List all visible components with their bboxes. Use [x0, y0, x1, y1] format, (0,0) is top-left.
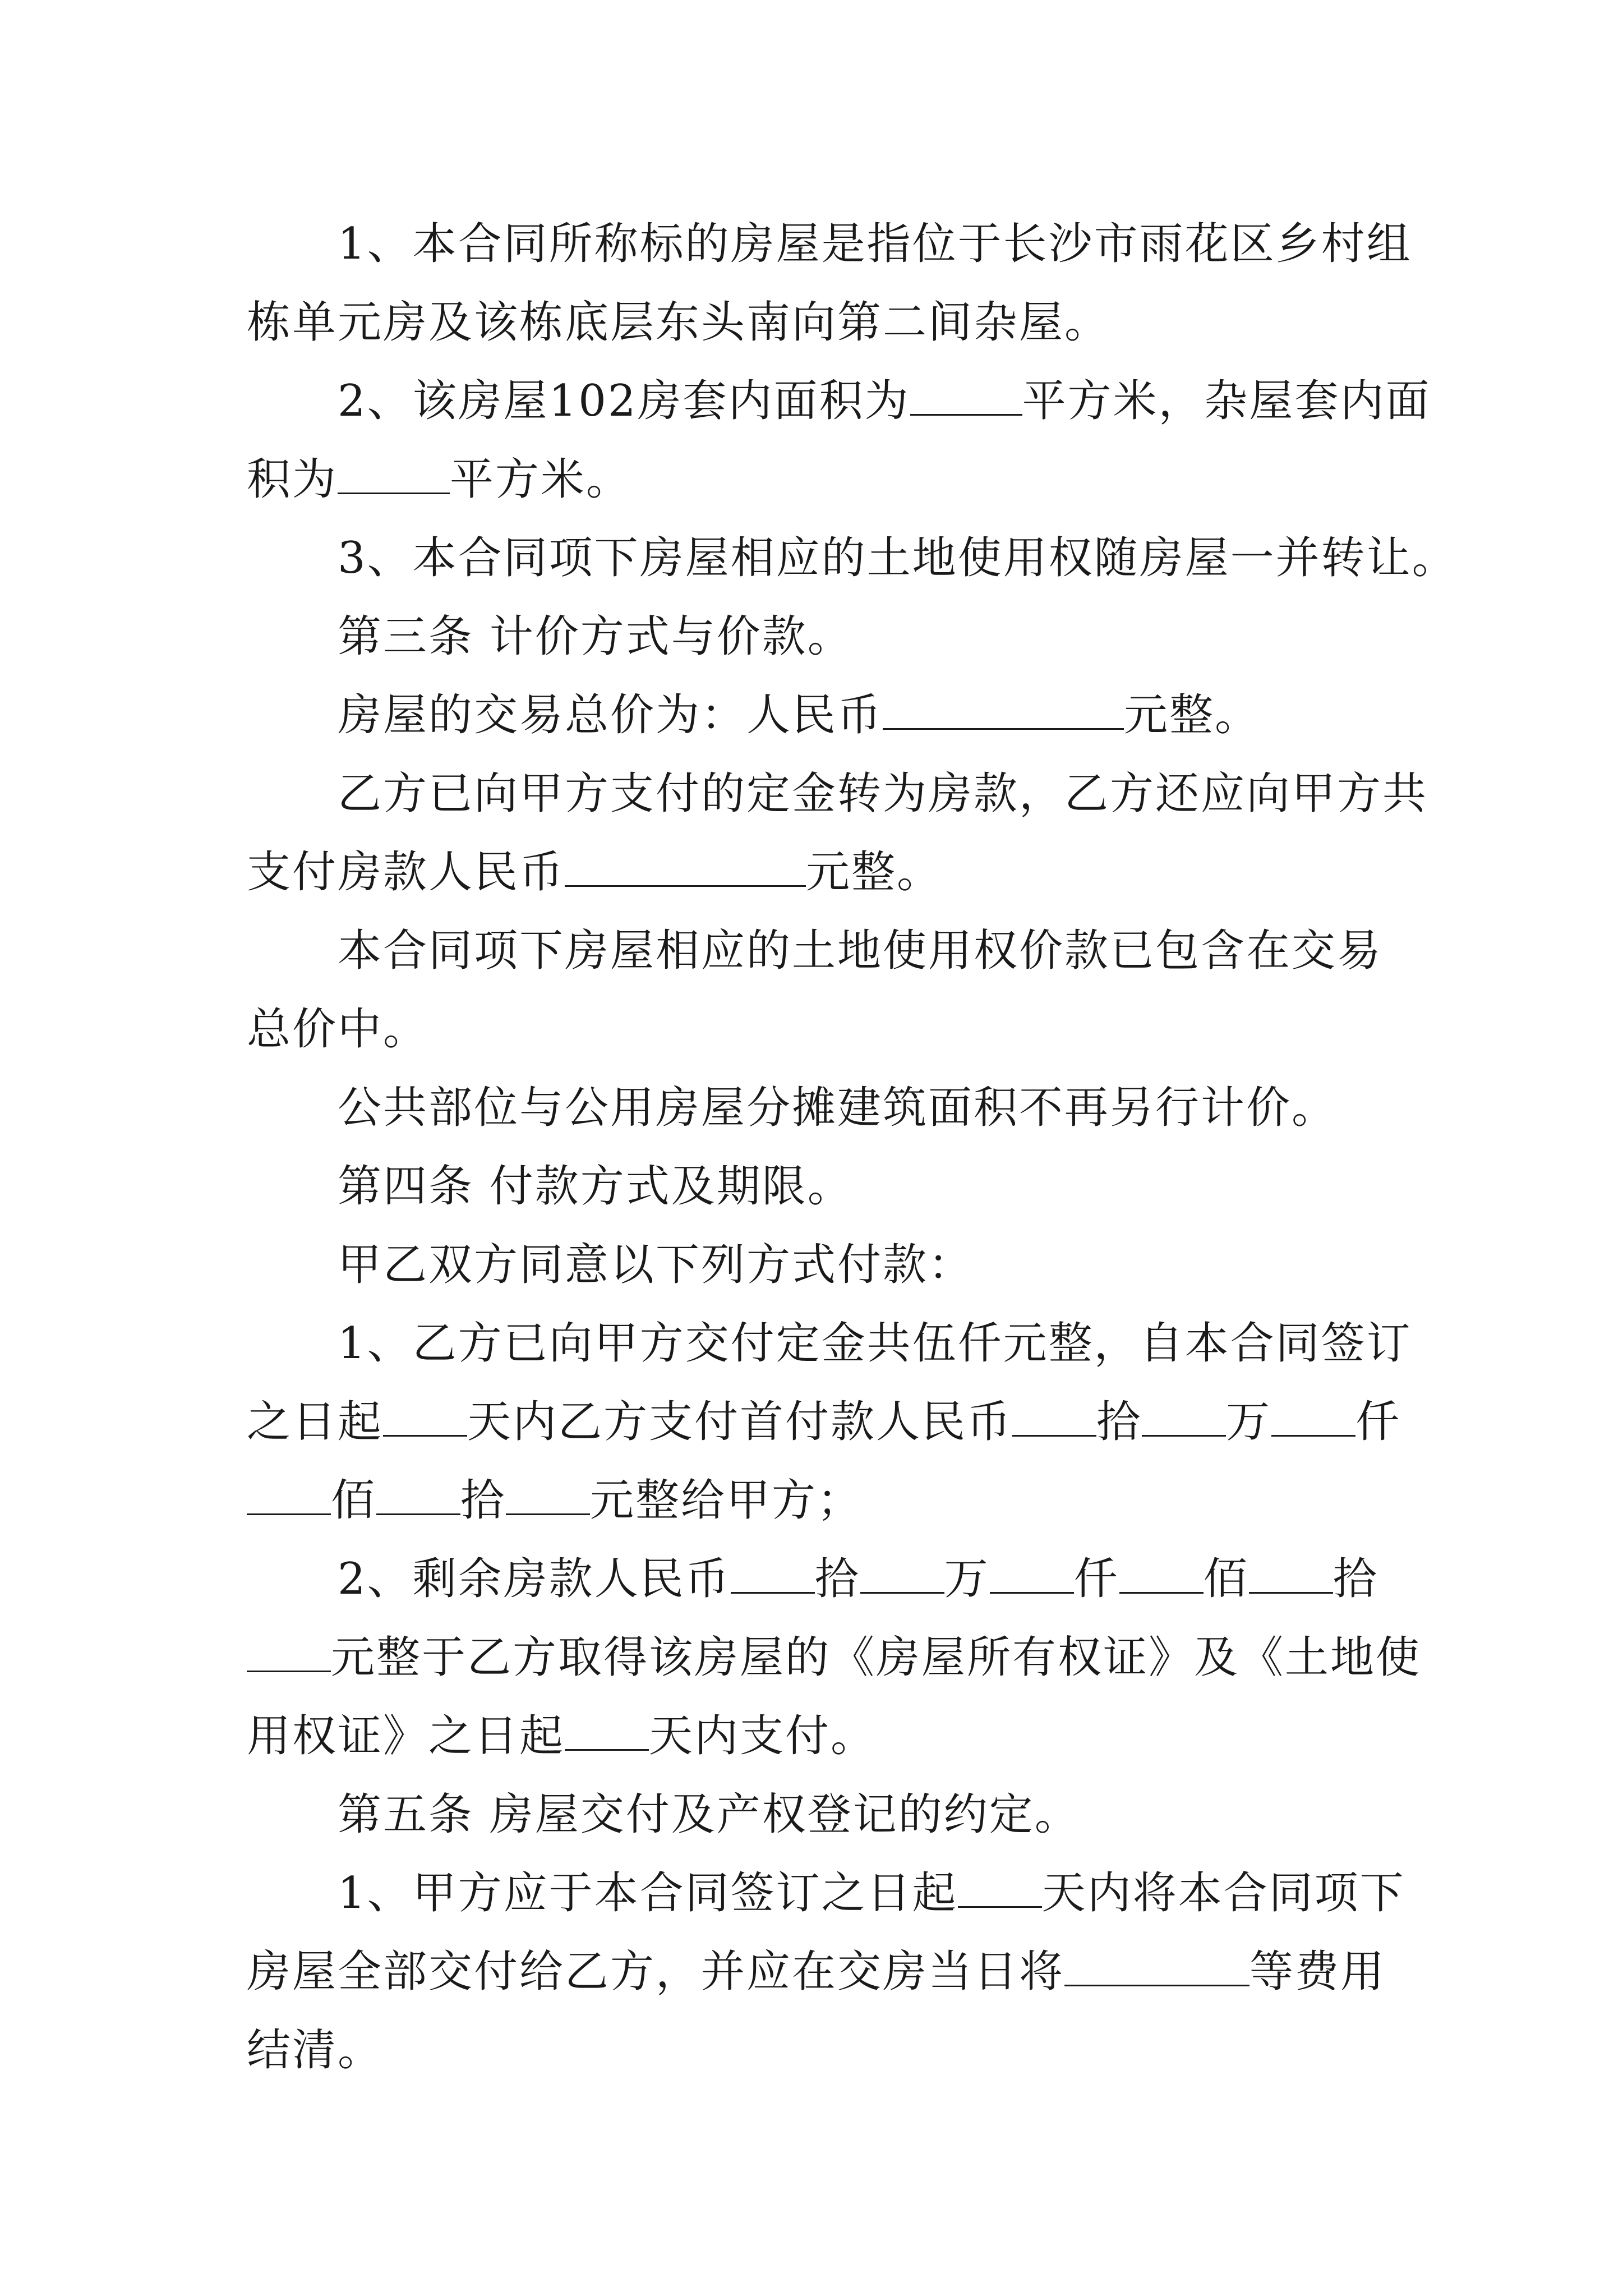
blank-field [1119, 1542, 1204, 1594]
land-price-line-2 [0, 990, 1623, 1069]
blank-field [338, 442, 450, 494]
land-price-line-1 [0, 912, 1623, 990]
text: 平方米。 [450, 454, 632, 505]
text: 房屋的交易总价为：人民币 [338, 690, 883, 740]
payment-2-line-1 [0, 1540, 1623, 1618]
text: 1、乙方已向甲方交付定金共伍仟元整，自本合同签订 [338, 1318, 1412, 1369]
deposit-line-1 [0, 754, 1623, 833]
blank-field [565, 835, 806, 887]
blank-field [565, 1699, 649, 1751]
blank-field [958, 1856, 1042, 1908]
text: 第三条 计价方式与价款。 [338, 611, 853, 662]
text: 元整于乙方取得该房屋的《房屋所有权证》及《土地使 [331, 1632, 1422, 1683]
clause-2-line-2 [0, 440, 1623, 519]
blank-field [1064, 1934, 1249, 1986]
text: 天内将本合同项下 [1041, 1868, 1405, 1918]
text: 拾 [814, 1554, 860, 1604]
payment-2-line-3 [0, 1697, 1623, 1775]
blank-field [1012, 1384, 1096, 1437]
blank-field [1271, 1384, 1355, 1437]
text: 拾 [460, 1475, 506, 1526]
payment-intro-line [0, 1226, 1623, 1304]
article-5-heading [0, 1775, 1623, 1854]
text: 房屋全部交付给乙方，并应在交房当日将 [247, 1947, 1065, 1997]
blank-field [376, 1463, 460, 1515]
blank-field [990, 1542, 1074, 1594]
text: 栋单元房及该栋底层东头南向第二间杂屋。 [247, 297, 1110, 348]
blank-field [731, 1542, 815, 1594]
payment-2-line-2 [0, 1618, 1623, 1697]
text: 2、该房屋102房套内面积为 [338, 376, 910, 426]
clause-1-line-1 [0, 205, 1623, 283]
text: 平方米，杂屋套内面 [1022, 376, 1431, 426]
payment-1-line-3 [0, 1461, 1623, 1540]
text: 万 [1226, 1397, 1272, 1447]
text: 1、本合同所称标的房屋是指位于长沙市雨花区乡村组 [338, 219, 1412, 269]
blank-field [1142, 1384, 1226, 1437]
text: 第五条 房屋交付及产权登记的约定。 [338, 1789, 1080, 1840]
blank-field [506, 1463, 590, 1515]
total-price-line [0, 676, 1623, 754]
text: 本合同项下房屋相应的土地使用权价款已包含在交易 [338, 926, 1383, 976]
article-4-heading [0, 1147, 1623, 1226]
text: 积为 [247, 454, 338, 505]
text: 2、剩余房款人民币 [338, 1554, 731, 1604]
blank-field [383, 1384, 467, 1437]
article-3-heading [0, 597, 1623, 676]
blank-field [1249, 1542, 1333, 1594]
text: 天内乙方支付首付款人民币 [467, 1397, 1013, 1447]
text: 佰 [1203, 1554, 1249, 1604]
delivery-1-line-2 [0, 1932, 1623, 2011]
text: 仟 [1073, 1554, 1119, 1604]
text: 公共部位与公用房屋分摊建筑面积不再另行计价。 [338, 1083, 1338, 1133]
public-area-line [0, 1069, 1623, 1147]
deposit-line-2 [0, 833, 1623, 912]
text: 天内支付。 [649, 1711, 877, 1761]
payment-1-line-1 [0, 1304, 1623, 1383]
text: 元整。 [1124, 690, 1261, 740]
text: 总价中。 [247, 1004, 429, 1055]
text: 1、甲方应于本合同签订之日起 [338, 1868, 958, 1918]
text: 元整。 [806, 847, 943, 898]
text: 甲乙双方同意以下列方式付款： [338, 1240, 974, 1290]
text: 等费用 [1249, 1947, 1386, 1997]
text: 乙方已向甲方支付的定金转为房款，乙方还应向甲方共 [338, 769, 1428, 819]
text: 拾 [1096, 1397, 1142, 1447]
blank-field [247, 1463, 331, 1515]
text: 拾 [1332, 1554, 1378, 1604]
text: 结清。 [247, 2025, 384, 2076]
clause-3-line [0, 519, 1623, 597]
text: 之日起 [247, 1397, 384, 1447]
text: 万 [944, 1554, 990, 1604]
text: 佰 [331, 1475, 377, 1526]
payment-1-line-2 [0, 1383, 1623, 1461]
delivery-1-line-3 [0, 2011, 1623, 2090]
clause-1-line-2 [0, 283, 1623, 362]
text: 仟 [1355, 1397, 1401, 1447]
text: 用权证》之日起 [247, 1711, 565, 1761]
blank-field [860, 1542, 944, 1594]
text: 3、本合同项下房屋相应的土地使用权随房屋一并转让。 [338, 533, 1458, 583]
text: 第四条 付款方式及期限。 [338, 1161, 853, 1212]
blank-field [883, 678, 1124, 730]
text: 支付房款人民币 [247, 847, 565, 898]
text: 元整给甲方； [590, 1475, 863, 1526]
blank-field [247, 1620, 331, 1672]
clause-2-line-1 [0, 362, 1623, 440]
delivery-1-line-1 [0, 1854, 1623, 1932]
blank-field [910, 364, 1022, 416]
